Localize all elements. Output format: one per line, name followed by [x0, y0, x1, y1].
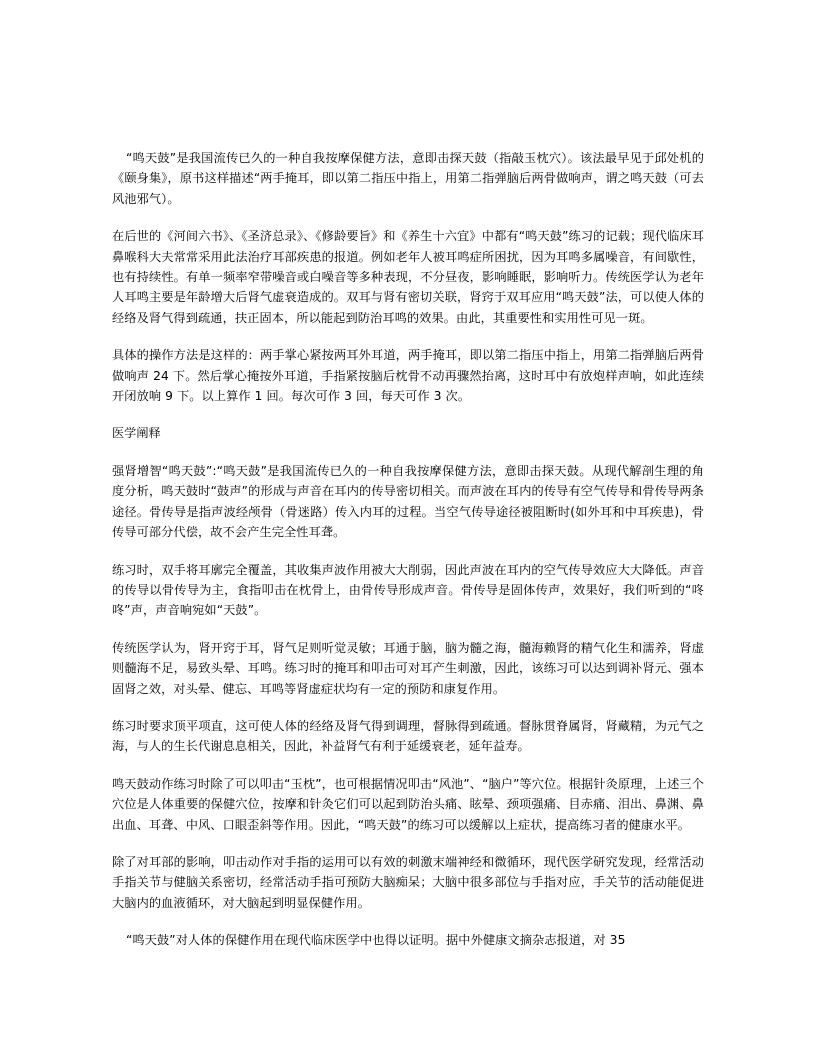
paragraph-finger-benefits: 除了对耳部的影响，叩击动作对手指的运用可以有效的刺激末端神经和微循环，现代医学研究发现，经常活动手指关节与健脑关系密切，经常活动手指可预防大脑痴呆；大脑中很多部位与手指对应，手关节的活动能促进大脑内的血液循环，对大脑起到明显保健作用。	[112, 854, 704, 910]
document-body	[112, 148, 704, 968]
paragraph-intro: “鸣天鼓”是我国流传已久的一种自我按摩保健方法，意即击探天鼓（指敲玉枕穴）。该法最早见于邱处机的《颐身集》，原书这样描述“两手掩耳，即以第二指压中指上，用第二指弹脑后两骨做响声，谓之鸣天鼓（可去风池邪气）。	[112, 151, 704, 206]
paragraph-posture: 练习时要求顶平项直，这可使人体的经络及肾气得到调理，督脉得到疏通。督脉贯脊属肾，肾藏精，为元气之海，与人的生长代谢息息相关，因此，补益肾气有利于延缓衰老，延年益寿。	[112, 718, 704, 754]
paragraph-kidney-brain: 强肾增智“鸣天鼓”:“鸣天鼓”是我国流传已久的一种自我按摩保健方法，意即击探天鼓。从现代解剖生理的角度分析，鸣天鼓时“鼓声”的形成与声音在耳内的传导密切相关。而声波在耳内的传导有空气传导和骨传导两条途径。骨传导是指声波经颅骨（骨迷路）传入内耳的过程。当空气传导途径被阻断时(如外耳和中耳疾患)，骨传导可部分代偿，故不会产生完全性耳聋。	[112, 463, 704, 540]
paragraph-acupoints: 鸣天鼓动作练习时除了可以叩击“玉枕”，也可根据情况叩击“风池”、“脑户”等穴位。根据针灸原理，上述三个穴位是人体重要的保健穴位，按摩和针灸它们可以起到防治头痛、眩晕、颈项强痛、目赤痛、泪出、鼻渊、鼻出血、耳聋、中风、口眼歪斜等作用。因此，“鸣天鼓”的练习可以缓解以上症状，提高练习者的健康水平。	[112, 776, 704, 832]
paragraph-practice-mechanism: 练习时，双手将耳廓完全覆盖，其收集声波作用被大大削弱，因此声波在耳内的空气传导效应大大降低。声音的传导以骨传导为主，食指叩击在枕骨上，由骨传导形成声音。骨传导是固体传声，效果好，我们听到的“咚咚”声，声音响宛如“天鼓”。	[112, 562, 704, 618]
heading-medical-explanation: 医学阐释	[112, 426, 161, 441]
paragraph-tcm-theory: 传统医学认为，肾开窍于耳，肾气足则听觉灵敏；耳通于脑，脑为髓之海，髓海赖肾的精气化生和濡养，肾虚则髓海不足，易致头晕、耳鸣。练习时的掩耳和叩击可对耳产生刺激，因此，该练习可以达到调补肾元、强本固肾之效，对头晕、健忘、耳鸣等肾虚症状均有一定的预防和康复作用。	[112, 640, 704, 696]
paragraph-clinical-evidence: “鸣天鼓”对人体的保健作用在现代临床医学中也得以证明。据中外健康文摘杂志报道，对 35	[126, 933, 626, 948]
paragraph-history: 在后世的《河间六书》、《圣济总录》、《修龄要旨》和《养生十六宜》中都有“鸣天鼓”练习的记载；现代临床耳鼻喉科大夫常常采用此法治疗耳部疾患的报道。例如老年人被耳鸣症所困扰，因为耳鸣多属噪音，有间歇性，也有持续性。有单一频率窄带噪音或白噪音等多种表现，不分昼夜，影响睡眠，影响听力。传统医学认为老年人耳鸣主要是年龄增大后肾气虚衰造成的。双耳与肾有密切关联，肾窍于双耳应用“鸣天鼓”法，可以使人体的经络及肾气得到疏通，扶正固本，所以能起到防治耳鸣的效果。由此，其重要性和实用性可见一斑。	[112, 229, 704, 325]
paragraph-operation: 具体的操作方法是这样的：两手掌心紧按两耳外耳道，两手掩耳，即以第二指压中指上，用第二指弹脑后两骨做响声 24 下。然后掌心掩按外耳道，手指紧按脑后枕骨不动再骤然抬离，这时耳中有放炮样声响，如此连续开闭放响 9 下。以上算作 1 回。每次可作 3 回，每天可作 3 次。	[112, 348, 704, 404]
